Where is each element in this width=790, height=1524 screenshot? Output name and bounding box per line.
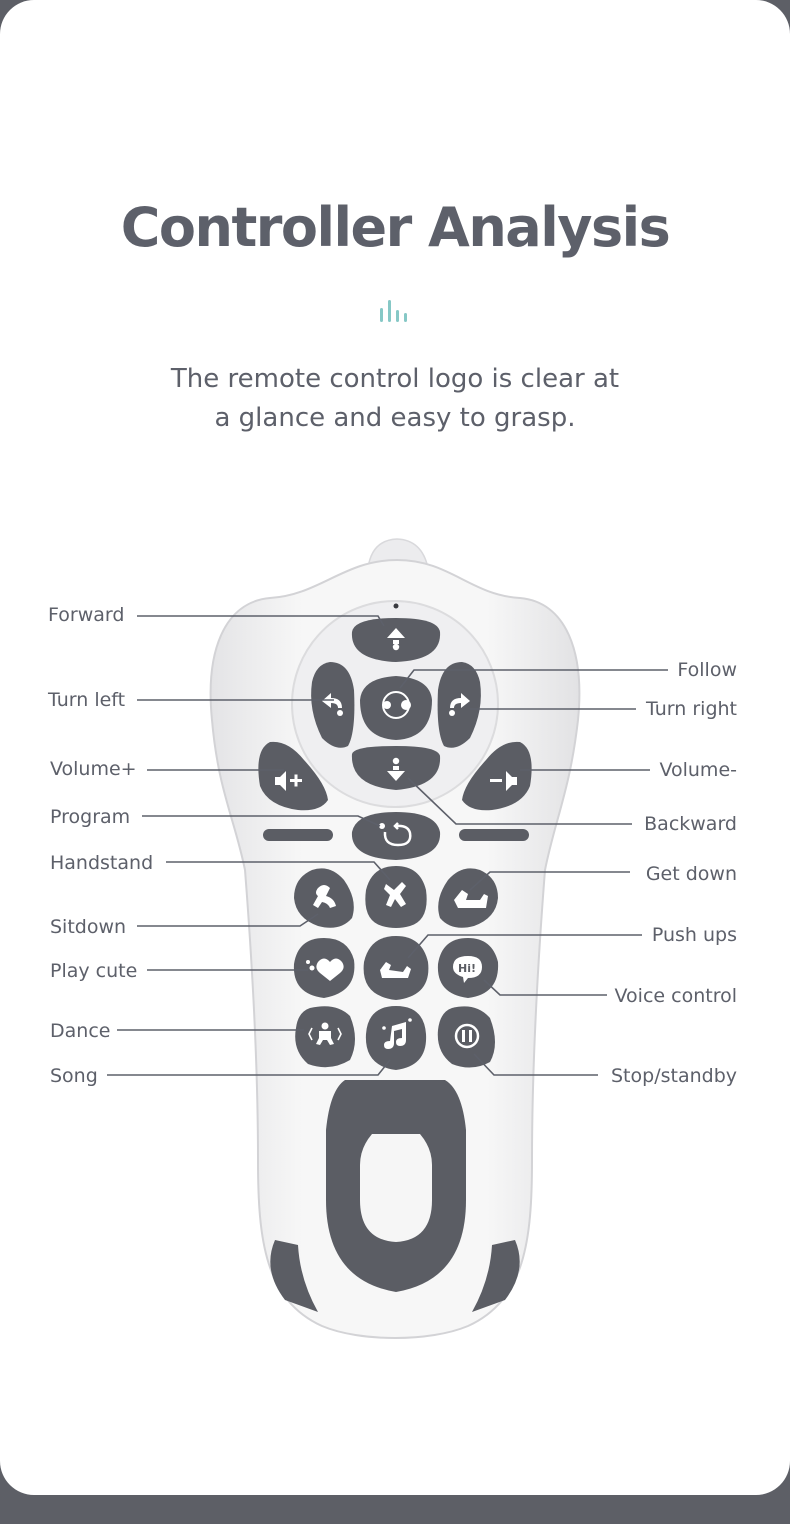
label-volume-plus: Volume+ <box>50 758 137 780</box>
battery-window <box>360 1134 432 1242</box>
label-backward: Backward <box>644 813 737 835</box>
subtitle-line-1: The remote control logo is clear at <box>170 364 620 394</box>
label-song: Song <box>50 1065 98 1087</box>
label-forward: Forward <box>48 604 125 626</box>
label-handstand: Handstand <box>50 852 154 874</box>
label-volume-minus: Volume- <box>659 759 737 781</box>
label-sitdown: Sitdown <box>50 916 127 938</box>
label-turn-right: Turn right <box>646 698 737 720</box>
left-slot <box>263 829 333 841</box>
handstand-button[interactable] <box>365 866 426 928</box>
song-button[interactable] <box>366 1006 426 1070</box>
label-follow: Follow <box>677 659 737 681</box>
label-push-ups: Push ups <box>651 924 737 946</box>
subtitle-line-2: a glance and easy to grasp. <box>214 403 576 433</box>
voice-bubble-text: Hi! <box>458 962 476 975</box>
stop-standby-button[interactable] <box>438 1006 495 1067</box>
label-voice-control: Voice control <box>614 985 737 1007</box>
follow-button[interactable] <box>360 676 432 740</box>
label-stop-standby: Stop/standby <box>611 1065 737 1087</box>
label-program: Program <box>50 806 131 828</box>
right-slot <box>459 829 529 841</box>
page-title: Controller Analysis <box>120 196 670 259</box>
label-turn-left: Turn left <box>48 689 126 711</box>
label-get-down: Get down <box>645 863 737 885</box>
dance-button[interactable] <box>295 1006 355 1067</box>
label-play-cute: Play cute <box>50 960 138 982</box>
voice-control-button[interactable] <box>438 938 498 998</box>
label-dance: Dance <box>50 1020 111 1042</box>
